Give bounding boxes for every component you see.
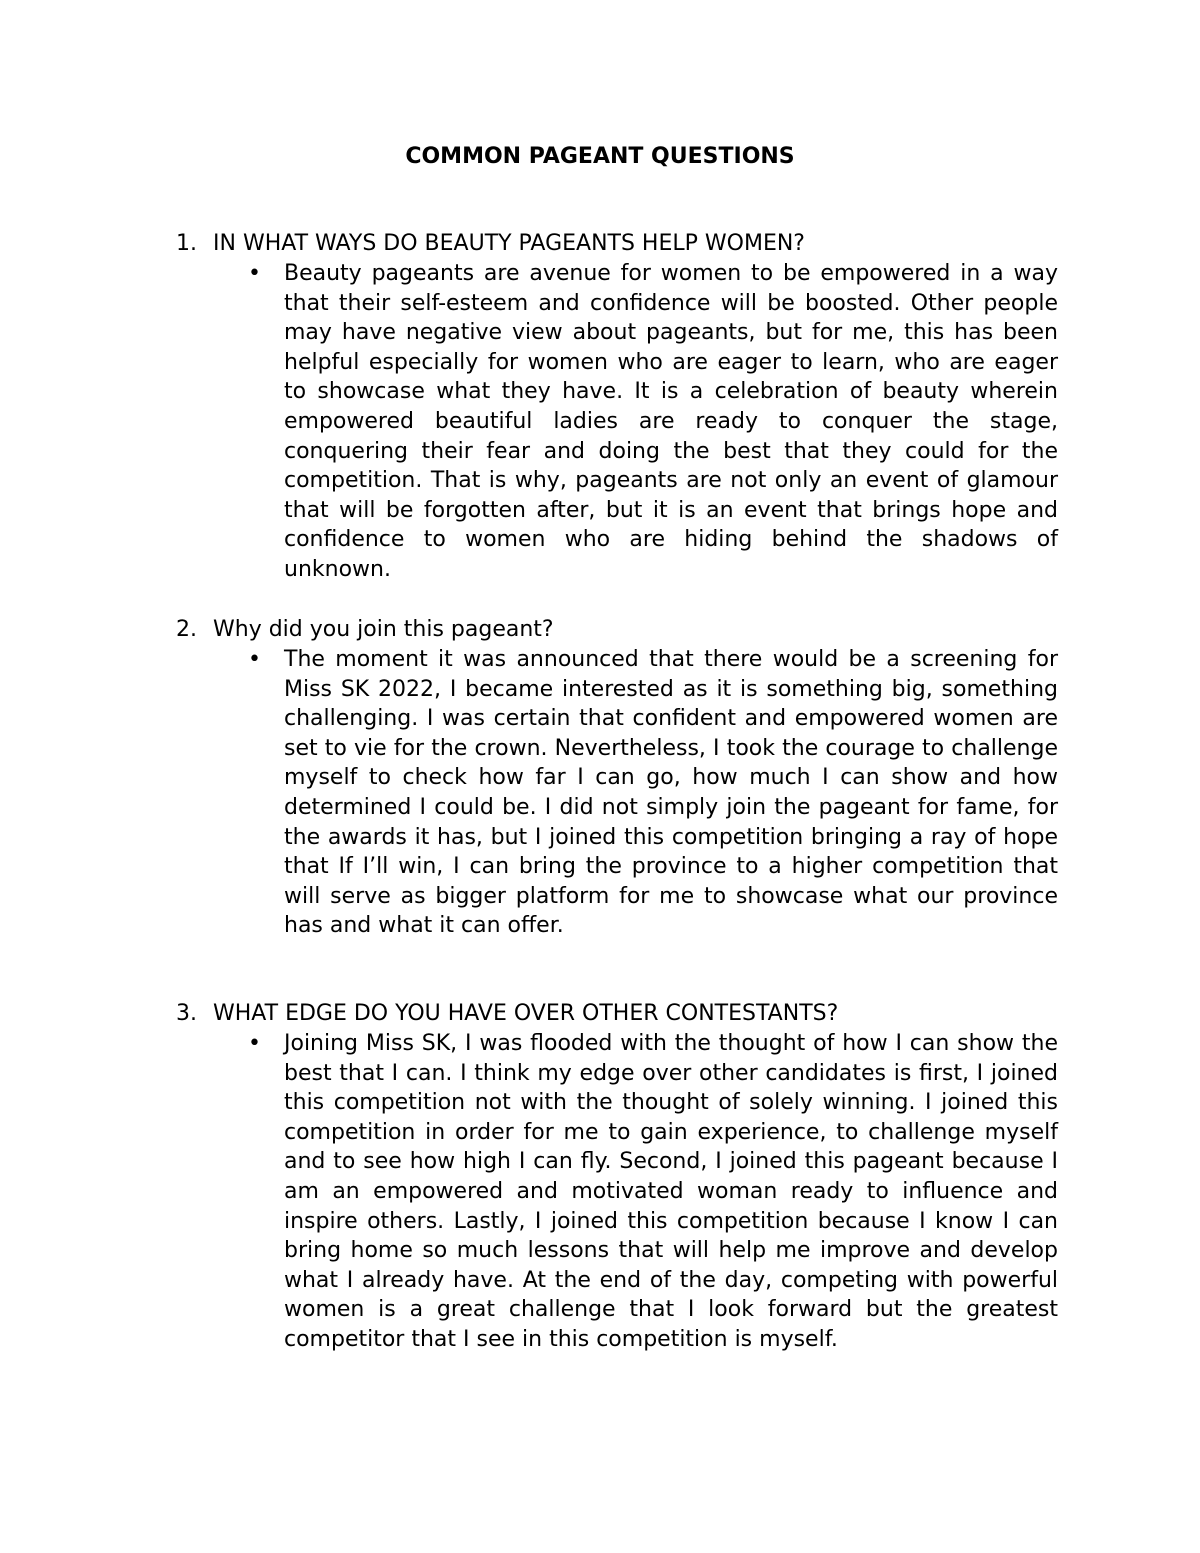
question-text: WHAT EDGE DO YOU HAVE OVER OTHER CONTESTANTS?: [213, 1001, 839, 1026]
question-text: Why did you join this pageant?: [213, 617, 554, 642]
question-text: IN WHAT WAYS DO BEAUTY PAGEANTS HELP WOMEN?: [213, 231, 805, 256]
question-number: 3.: [176, 1001, 197, 1026]
answer-paragraph: The moment it was announced that there would be a screening for Miss SK 2022, I became interested as it is something big, something challenging. I was certain that confident and empowered women are set to vie for the crown. Nevertheless, I took the courage to challenge myself to check how far I can go, how much I can show and how determined I could be. I did not simply join the pageant for fame, for the awards it has, but I joined this competition bringing a ray of hope that If I’ll win, I can bring the province to a higher competition that will serve as bigger platform for me to showcase what our province has and what it can offer.: [284, 647, 1058, 939]
question-number: 2.: [176, 617, 197, 642]
bullet-icon: •: [248, 647, 261, 672]
answer-paragraph: Joining Miss SK, I was flooded with the thought of how I can show the best that I can. I think my edge over other candidates is first, I joined this competition not with the thought of solely winning. I joined this competition in order for me to gain experience, to challenge myself and to see how high I can fly. Second, I joined this pageant because I am an empowered and motivated woman ready to influence and inspire others. Lastly, I joined this competition because I know I can bring home so much lessons that will help me improve and develop what I already have. At the end of the day, competing with powerful women is a great challenge that I look forward but the greatest competitor that I see in this competition is myself.: [284, 1031, 1058, 1352]
document-title: COMMON PAGEANT QUESTIONS: [405, 144, 795, 169]
bullet-icon: •: [248, 261, 261, 286]
bullet-icon: •: [248, 1031, 261, 1056]
answer-paragraph: Beauty pageants are avenue for women to be empowered in a way that their self-esteem and confidence will be boosted. Other people may have negative view about pageants, but for me, this has been helpful especially for women who are eager to learn, who are eager to showcase what they have. It is a celebration of beauty wherein empowered beautiful ladies are ready to conquer the stage, conquering their fear and doing the best that they could for the competition. That is why, pageants are not only an event of glamour that will be forgotten after, but it is an event that brings hope and confidence to women who are hiding behind the shadows of unknown.: [284, 261, 1058, 582]
question-number: 1.: [176, 231, 197, 256]
